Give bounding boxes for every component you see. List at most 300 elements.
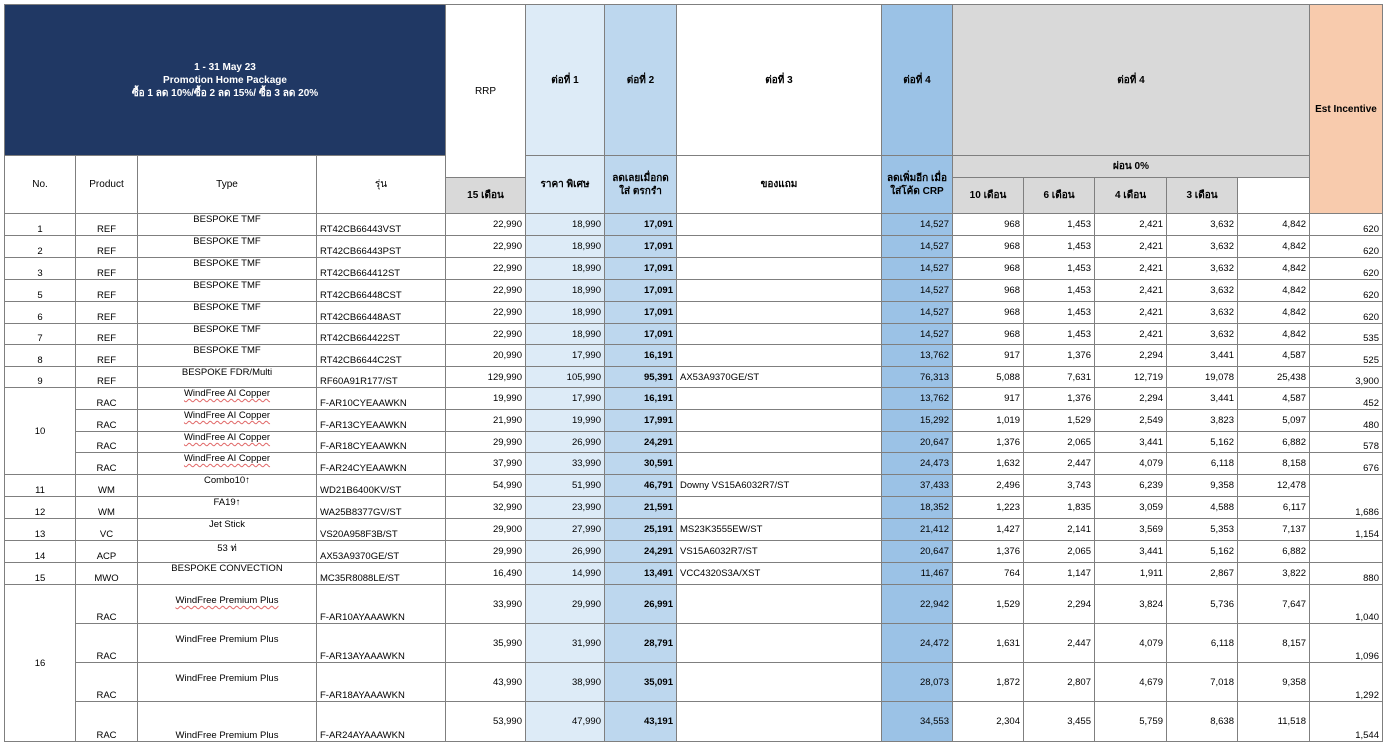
special-price-cell: 18,990 [526,258,605,280]
type-cell: Jet Stick [138,519,317,541]
model-cell: RT42CB664422ST [317,324,446,345]
model-cell: RT42CB6644C2ST [317,345,446,367]
type-cell: FA19↑ [138,497,317,519]
card-discount-cell: 17,091 [605,302,677,324]
spellcheck-word: WindFree AI Copper [183,432,271,443]
promotion-price-table [4,4,1383,742]
row-number-cell: 7 [5,324,76,345]
installment-10-cell: 7,631 [1024,367,1095,388]
gift-cell [677,624,882,663]
product-cell: REF [76,236,138,258]
est-incentive-cell: 480 [1310,410,1383,432]
table-row [5,497,1383,519]
table-row [5,519,1383,541]
table-row [5,214,1383,236]
crp-price-cell: 14,527 [882,258,953,280]
installment-6-cell: 1,911 [1095,563,1167,585]
promotion-date: 1 - 31 May 23 [194,61,256,73]
header-gift: ของแถม [677,156,882,214]
gift-cell: VS15A6032R7/ST [677,541,882,563]
row-number-cell: 10 [5,388,76,475]
special-price-cell: 17,990 [526,345,605,367]
type-cell: BESPOKE TMF [138,345,317,367]
installment-3-cell: 3,822 [1238,563,1310,585]
installment-15-cell: 1,376 [953,432,1024,453]
special-price-cell: 18,990 [526,280,605,302]
rrp-cell: 22,990 [446,258,526,280]
header-crp-discount: ลดเพิ่มอีก เมื่อ ใส่โค้ด CRP [882,156,953,214]
model-cell: F-AR10AYAAAWKN [317,585,446,624]
installment-15-cell: 1,427 [953,519,1024,541]
gift-cell: Downy VS15A6032R7/ST [677,475,882,497]
crp-price-cell: 14,527 [882,236,953,258]
installment-4-cell: 7,018 [1167,663,1238,702]
installment-3-cell: 4,842 [1238,324,1310,345]
est-incentive-cell: 525 [1310,345,1383,367]
tier-4-header: ต่อที่ 4 [882,5,953,156]
installment-6-cell: 2,421 [1095,236,1167,258]
header-card-discount: ลดเลยเมื่อกดใส่ ตรกรำ [605,156,677,214]
installment-4-cell: 5,162 [1167,541,1238,563]
row-number-cell: 1 [5,214,76,236]
crp-price-cell: 14,527 [882,302,953,324]
installment-4-cell: 3,632 [1167,214,1238,236]
installment-10-cell: 1,529 [1024,410,1095,432]
crp-price-cell: 24,472 [882,624,953,663]
header-special-price: ราคา พิเศษ [526,156,605,214]
product-cell: WM [76,497,138,519]
type-cell [138,432,317,453]
rrp-cell: 129,990 [446,367,526,388]
row-number-cell: 16 [5,585,76,742]
model-cell: WA25B8377GV/ST [317,497,446,519]
installment-10-cell: 1,453 [1024,214,1095,236]
table-row [5,541,1383,563]
model-cell: RF60A91R177/ST [317,367,446,388]
product-cell: RAC [76,432,138,453]
est-incentive-cell: 535 [1310,324,1383,345]
installment-10-cell: 1,453 [1024,280,1095,302]
gift-cell [677,345,882,367]
installment-4-cell: 2,867 [1167,563,1238,585]
product-cell: REF [76,214,138,236]
installment-4-cell: 9,358 [1167,475,1238,497]
tier-1-header: ต่อที่ 1 [526,5,605,156]
installment-4-cell: 3,632 [1167,258,1238,280]
row-number-cell: 5 [5,280,76,302]
est-incentive-cell: 620 [1310,280,1383,302]
gift-cell [677,453,882,475]
crp-price-cell: 24,473 [882,453,953,475]
installment-6-cell: 2,294 [1095,345,1167,367]
row-number-cell: 15 [5,563,76,585]
installment-4-cell: 3,632 [1167,280,1238,302]
gift-cell [677,663,882,702]
model-cell: VS20A958F3B/ST [317,519,446,541]
header-4-months: 4 เดือน [1095,178,1167,214]
installment-15-cell: 1,632 [953,453,1024,475]
installment-4-cell: 19,078 [1167,367,1238,388]
installment-4-cell: 5,162 [1167,432,1238,453]
installment-4-cell: 8,638 [1167,702,1238,742]
product-cell: ACP [76,541,138,563]
model-cell: WD21B6400KV/ST [317,475,446,497]
special-price-cell: 26,990 [526,541,605,563]
est-incentive-cell: 1,154 [1310,519,1383,541]
table-row [5,432,1383,453]
est-incentive-cell: 3,900 [1310,367,1383,388]
crp-price-cell: 18,352 [882,497,953,519]
installment-6-cell: 3,824 [1095,585,1167,624]
table-row [5,475,1383,497]
row-number-cell: 11 [5,475,76,497]
table-row [5,585,1383,624]
model-cell: F-AR24CYEAAWKN [317,453,446,475]
installment-6-cell: 6,239 [1095,475,1167,497]
rrp-cell: 21,990 [446,410,526,432]
special-price-cell: 29,990 [526,585,605,624]
card-discount-cell: 16,191 [605,345,677,367]
table-row [5,280,1383,302]
promotion-description: ซื้อ 1 ลด 10%/ซื้อ 2 ลด 15%/ ซื้อ 3 ลด 20% [131,87,319,99]
est-incentive-cell: 452 [1310,388,1383,410]
model-cell: F-AR10CYEAAWKN [317,388,446,410]
installment-3-cell: 6,882 [1238,432,1310,453]
card-discount-cell: 17,091 [605,236,677,258]
model-cell: AX53A9370GE/ST [317,541,446,563]
installment-6-cell: 5,759 [1095,702,1167,742]
special-price-cell: 27,990 [526,519,605,541]
table-row [5,367,1383,388]
installment-4-cell: 3,632 [1167,324,1238,345]
installment-15-cell: 1,223 [953,497,1024,519]
installment-6-cell: 4,079 [1095,453,1167,475]
type-cell: BESPOKE TMF [138,324,317,345]
spellcheck-word: WindFree AI Copper [183,410,271,421]
special-price-cell: 18,990 [526,236,605,258]
installment-15-cell: 968 [953,236,1024,258]
card-discount-cell: 46,791 [605,475,677,497]
crp-price-cell: 76,313 [882,367,953,388]
rrp-cell: 19,990 [446,388,526,410]
table-row [5,702,1383,742]
type-cell: Combo10↑ [138,475,317,497]
installment-6-cell: 2,421 [1095,302,1167,324]
header-3-months: 3 เดือน [1167,178,1238,214]
installment-3-cell: 4,842 [1238,258,1310,280]
crp-price-cell: 13,762 [882,388,953,410]
est-incentive-cell: 620 [1310,302,1383,324]
rrp-cell: 22,990 [446,214,526,236]
installment-15-cell: 764 [953,563,1024,585]
row-number-cell: 8 [5,345,76,367]
model-cell: RT42CB664412ST [317,258,446,280]
rrp-cell: 29,990 [446,432,526,453]
card-discount-cell: 28,791 [605,624,677,663]
type-cell: BESPOKE FDR/Multi [138,367,317,388]
rrp-cell: 22,990 [446,280,526,302]
row-number-cell: 13 [5,519,76,541]
est-incentive-cell: 1,292 [1310,663,1383,702]
row-number-cell: 2 [5,236,76,258]
table-row [5,453,1383,475]
type-label: WindFree Premium Plus [175,634,279,645]
special-price-cell: 105,990 [526,367,605,388]
installment-4-cell: 3,632 [1167,302,1238,324]
type-cell: BESPOKE TMF [138,258,317,280]
type-cell: 53 ท่ [138,541,317,563]
gift-cell [677,280,882,302]
installment-3-cell: 6,117 [1238,497,1310,519]
installment-10-cell: 2,447 [1024,624,1095,663]
product-cell: REF [76,258,138,280]
est-incentive-cell: 620 [1310,214,1383,236]
rrp-cell: 33,990 [446,585,526,624]
crp-price-cell: 34,553 [882,702,953,742]
installment-15-cell: 1,529 [953,585,1024,624]
crp-price-cell: 22,942 [882,585,953,624]
rrp-cell: 43,990 [446,663,526,702]
row-number-cell: 6 [5,302,76,324]
installment-3-cell: 8,158 [1238,453,1310,475]
installment-10-cell: 1,376 [1024,388,1095,410]
model-cell: RT42CB66448CST [317,280,446,302]
model-cell: RT42CB66443VST [317,214,446,236]
installment-10-cell: 2,065 [1024,541,1095,563]
installment-4-cell: 5,736 [1167,585,1238,624]
installment-15-cell: 968 [953,280,1024,302]
card-discount-cell: 17,091 [605,258,677,280]
est-incentive-cell: 1,544 [1310,702,1383,742]
model-cell: F-AR24AYAAAWKN [317,702,446,742]
header-6-months: 6 เดือน [1024,178,1095,214]
product-cell: REF [76,345,138,367]
installment-3-cell: 6,882 [1238,541,1310,563]
gift-cell [677,236,882,258]
product-cell: RAC [76,663,138,702]
special-price-cell: 23,990 [526,497,605,519]
special-price-cell: 14,990 [526,563,605,585]
installment-6-cell: 4,079 [1095,624,1167,663]
header-model: รุ่น [317,156,446,214]
installment-15-cell: 917 [953,345,1024,367]
table-row [5,302,1383,324]
crp-price-cell: 20,647 [882,432,953,453]
installment-15-cell: 968 [953,214,1024,236]
installment-10-cell: 2,807 [1024,663,1095,702]
rrp-cell: 54,990 [446,475,526,497]
table-row [5,410,1383,432]
installment-4-cell: 5,353 [1167,519,1238,541]
installment-15-cell: 968 [953,324,1024,345]
installment-10-cell: 1,453 [1024,236,1095,258]
special-price-cell: 26,990 [526,432,605,453]
installment-10-cell: 3,455 [1024,702,1095,742]
card-discount-cell: 26,991 [605,585,677,624]
type-cell: BESPOKE CONVECTION [138,563,317,585]
special-price-cell: 47,990 [526,702,605,742]
installment-4-cell: 3,823 [1167,410,1238,432]
model-cell: F-AR18CYEAAWKN [317,432,446,453]
gift-cell [677,497,882,519]
crp-price-cell: 14,527 [882,214,953,236]
product-cell: MWO [76,563,138,585]
gift-cell [677,410,882,432]
installment-6-cell: 3,059 [1095,497,1167,519]
type-cell: BESPOKE TMF [138,236,317,258]
crp-price-cell: 13,762 [882,345,953,367]
installment-10-cell: 1,376 [1024,345,1095,367]
installment-header: ผ่อน 0% [953,156,1310,178]
est-incentive-cell: 578 [1310,432,1383,453]
crp-price-cell: 20,647 [882,541,953,563]
installment-10-cell: 2,141 [1024,519,1095,541]
special-price-cell: 31,990 [526,624,605,663]
header-10-months: 10 เดือน [953,178,1024,214]
installment-3-cell: 25,438 [1238,367,1310,388]
installment-6-cell: 2,421 [1095,214,1167,236]
installment-15-cell: 968 [953,302,1024,324]
type-cell [138,663,317,702]
installment-3-cell: 7,137 [1238,519,1310,541]
type-label: WindFree Premium Plus [175,673,279,684]
installment-4-cell: 3,441 [1167,345,1238,367]
spellcheck-word: WindFree AI Copper [183,388,271,399]
installment-3-cell: 4,842 [1238,236,1310,258]
type-cell [138,453,317,475]
gift-cell [677,258,882,280]
product-cell: RAC [76,624,138,663]
rrp-cell: 22,990 [446,302,526,324]
installment-6-cell: 2,421 [1095,280,1167,302]
special-price-cell: 38,990 [526,663,605,702]
gift-cell: MS23K3555EW/ST [677,519,882,541]
row-number-cell: 12 [5,497,76,519]
table-row [5,324,1383,345]
est-incentive-cell: 1,686 [1310,475,1383,519]
installment-3-cell: 4,587 [1238,388,1310,410]
est-incentive-cell: 620 [1310,236,1383,258]
promotion-name: Promotion Home Package [163,74,287,86]
product-cell: REF [76,280,138,302]
crp-price-cell: 14,527 [882,324,953,345]
installment-4-cell: 6,118 [1167,624,1238,663]
installment-10-cell: 3,743 [1024,475,1095,497]
product-cell: RAC [76,585,138,624]
installment-6-cell: 2,549 [1095,410,1167,432]
installment-15-cell: 1,631 [953,624,1024,663]
installment-10-cell: 1,453 [1024,324,1095,345]
installment-10-cell: 1,147 [1024,563,1095,585]
installment-15-cell: 2,304 [953,702,1024,742]
product-cell: RAC [76,410,138,432]
type-cell: BESPOKE TMF [138,214,317,236]
installment-6-cell: 3,441 [1095,432,1167,453]
card-discount-cell: 21,591 [605,497,677,519]
tier-2-header: ต่อที่ 2 [605,5,677,156]
table-row [5,663,1383,702]
installment-10-cell: 1,453 [1024,302,1095,324]
installment-15-cell: 1,872 [953,663,1024,702]
product-cell: REF [76,367,138,388]
rrp-cell: 35,990 [446,624,526,663]
rrp-cell: 37,990 [446,453,526,475]
installment-6-cell: 2,421 [1095,258,1167,280]
installment-3-cell: 8,157 [1238,624,1310,663]
model-cell: F-AR13AYAAAWKN [317,624,446,663]
type-cell [138,388,317,410]
model-cell: RT42CB66443PST [317,236,446,258]
installment-4-cell: 3,441 [1167,388,1238,410]
card-discount-cell: 17,991 [605,410,677,432]
header-no: No. [5,156,76,214]
table-row [5,624,1383,663]
installment-15-cell: 968 [953,258,1024,280]
special-price-cell: 18,990 [526,214,605,236]
installment-4-cell: 6,118 [1167,453,1238,475]
type-cell: BESPOKE TMF [138,280,317,302]
crp-price-cell: 14,527 [882,280,953,302]
installment-3-cell: 9,358 [1238,663,1310,702]
installment-3-cell: 7,647 [1238,585,1310,624]
table-row [5,563,1383,585]
card-discount-cell: 35,091 [605,663,677,702]
card-discount-cell: 17,091 [605,280,677,302]
model-cell: F-AR13CYEAAWKN [317,410,446,432]
card-discount-cell: 30,591 [605,453,677,475]
type-cell [138,585,317,624]
row-number-cell: 14 [5,541,76,563]
installment-3-cell: 5,097 [1238,410,1310,432]
product-cell: REF [76,324,138,345]
installment-6-cell: 2,421 [1095,324,1167,345]
product-cell: REF [76,302,138,324]
crp-price-cell: 21,412 [882,519,953,541]
est-incentive-cell: 1,096 [1310,624,1383,663]
card-discount-cell: 25,191 [605,519,677,541]
installment-15-cell: 5,088 [953,367,1024,388]
header-15-months: 15 เดือน [446,178,526,214]
gift-cell: VCC4320S3A/XST [677,563,882,585]
product-cell: RAC [76,453,138,475]
rrp-cell: 20,990 [446,345,526,367]
spellcheck-word: WindFree AI Copper [183,453,271,464]
type-cell: BESPOKE TMF [138,302,317,324]
installment-3-cell: 4,842 [1238,280,1310,302]
rrp-cell: 29,990 [446,541,526,563]
header-rrp: RRP [446,5,526,178]
card-discount-cell: 17,091 [605,214,677,236]
installment-10-cell: 1,835 [1024,497,1095,519]
promotion-title-cell [5,5,446,156]
model-cell: F-AR18AYAAAWKN [317,663,446,702]
est-incentive-cell: 1,040 [1310,585,1383,624]
installment-3-cell: 4,587 [1238,345,1310,367]
table-row [5,258,1383,280]
card-discount-cell: 24,291 [605,432,677,453]
installment-10-cell: 1,453 [1024,258,1095,280]
crp-price-cell: 28,073 [882,663,953,702]
model-cell: MC35R8088LE/ST [317,563,446,585]
card-discount-cell: 24,291 [605,541,677,563]
product-cell: RAC [76,388,138,410]
installment-15-cell: 1,019 [953,410,1024,432]
special-price-cell: 51,990 [526,475,605,497]
product-cell: RAC [76,702,138,742]
est-incentive-cell [1310,541,1383,563]
row-number-cell: 3 [5,258,76,280]
rrp-cell: 16,490 [446,563,526,585]
